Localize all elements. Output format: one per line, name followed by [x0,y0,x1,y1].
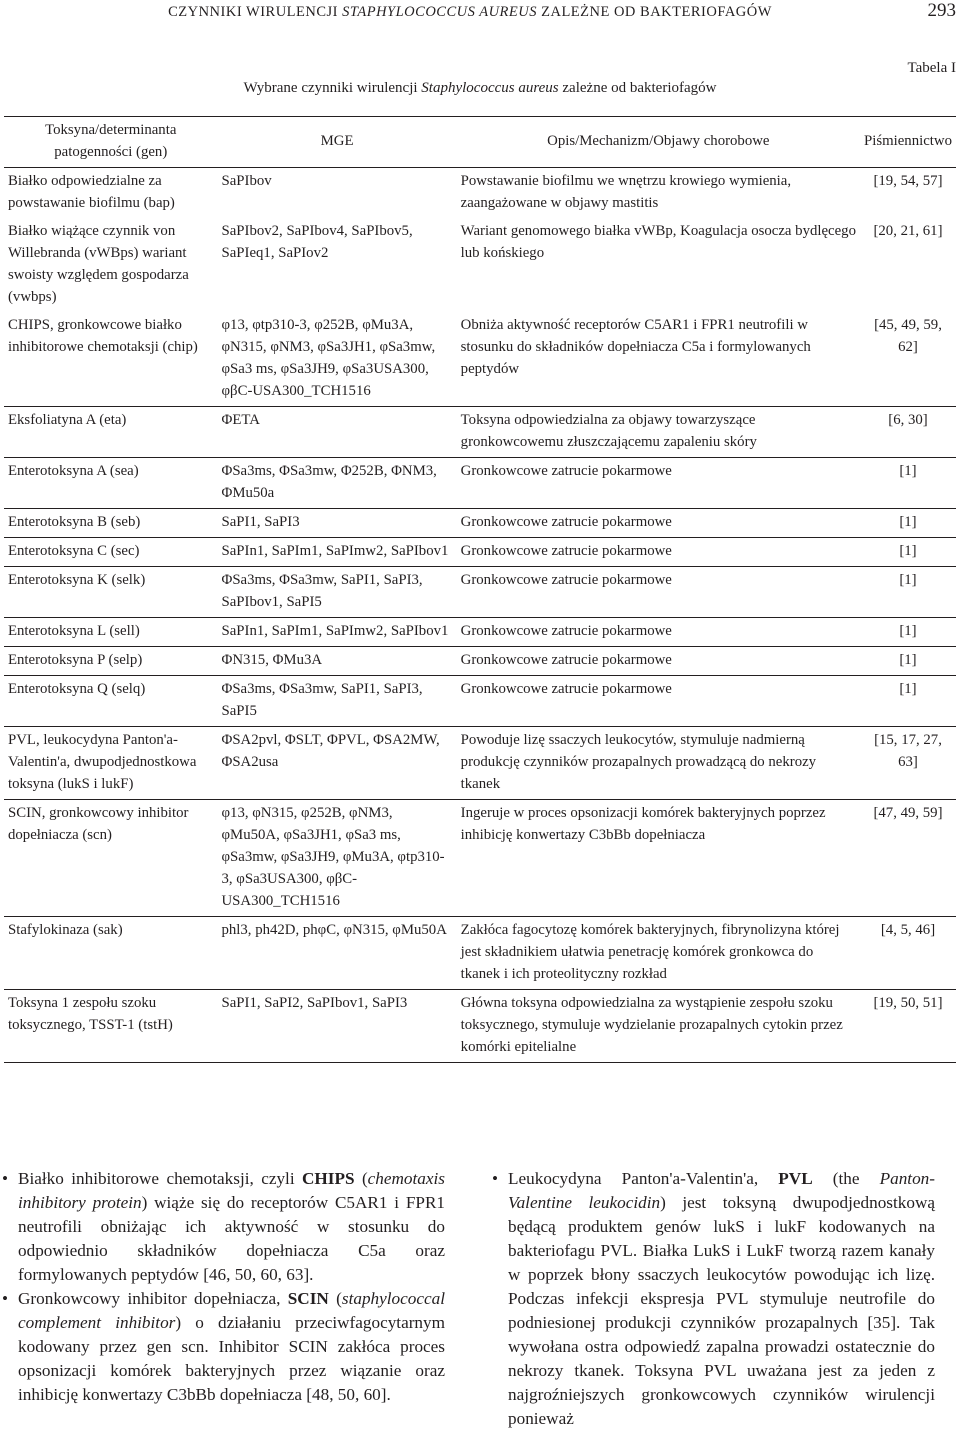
cell-toxin: Enterotoksyna A (sea) [4,458,218,509]
table-row [4,676,956,727]
body-column-left [0,1167,445,1407]
cell-description: Gronkowcowe zatrucie pokarmowe [457,647,860,676]
cell-mge: φ13, φtp310-3, φ252B, φMu3A, φN315, φNM3, φSa3JH1, φSa3mw, φSa3 ms, φSa3JH9, φSa3USA300, φβC-USA300_TCH1516 [221,317,436,399]
cell-description: Toksyna odpowiedzialna za objawy towarzyszące gronkowcowemu złuszczającemu zapaleniu skóry [457,407,860,458]
page-number: 293 [927,0,956,21]
header-toxin: Toksyna/determinanta patogenności (gen) [45,122,177,160]
bullet-marker: • [2,1289,9,1308]
paragraph-p1: Białko inhibitorowe chemotaksji, czyli [18,1169,303,1188]
table-row [4,168,956,219]
header-description: Opis/Mechanizm/Objawy chorobowe [547,133,770,149]
cell-description: Wariant genomowego białka vWBp, Koagulacja osocza bydlęcego lub końskiego [460,223,856,261]
table-row [4,990,956,1063]
cell-mge: SaPIn1, SaPIm1, SaPImw2, SaPIbov1 [218,618,457,647]
cell-description: Gronkowcowe zatrucie pokarmowe [457,618,860,647]
cell-toxin: Enterotoksyna B (seb) [4,509,218,538]
table-header-row [4,117,956,168]
cell-toxin: Białko odpowiedzialne za powstawanie biofilmu (bap) [8,173,175,211]
cell-mge: ΦSa3ms, ΦSa3mw, SaPI1, SaPI3, SaPI5 [218,676,457,727]
cell-references: [1] [860,509,956,538]
cell-toxin: Enterotoksyna K (selk) [4,567,218,618]
cell-mge: SaPI1, SaPI3 [218,509,457,538]
cell-description: Gronkowcowe zatrucie pokarmowe [457,676,860,727]
cell-mge: SaPIbov2, SaPIbov4, SaPIbov5, SaPIeq1, SaPIov2 [221,223,413,261]
table-row [4,727,956,800]
cell-description: Gronkowcowe zatrucie pokarmowe [457,567,860,618]
table-row [4,567,956,618]
cell-toxin: Enterotoksyna L (sell) [4,618,218,647]
cell-references: [6, 30] [860,407,956,458]
table-body [4,168,956,1063]
cell-toxin: Enterotoksyna P (selp) [4,647,218,676]
cell-toxin: CHIPS, gronkowcowe białko inhibitorowe chemotaksji (chip) [8,317,198,355]
cell-mge: ΦETA [218,407,457,458]
cell-description: Główna toksyna odpowiedzialna za wystąpienie zespołu szoku toksycznego, stymuluje wydzielanie prozapalnych cytokin przez komórki epitelialne [457,990,860,1063]
cell-references: [19, 54, 57] [873,173,943,189]
body-column-right [490,1167,935,1431]
header-references: Piśmiennictwo [864,133,952,149]
cell-description: Zakłóca fagocytozę komórek bakteryjnych, fibrynolizyna której jest składnikiem ułatwia penetrację komórek gronkowca do tkanek i ich proteolityczny rozkład [457,917,860,990]
bullet-marker: • [2,1169,9,1188]
cell-references: [1] [860,538,956,567]
cell-references: [1] [860,458,956,509]
cell-references: [1] [860,618,956,647]
paragraph-bold: CHIPS [302,1169,355,1188]
bullet-paragraph [492,1167,935,1431]
bullet-list-left [0,1167,445,1407]
cell-toxin: Enterotoksyna C (sec) [4,538,218,567]
table-row [4,312,956,407]
bullet-paragraph [2,1167,446,1287]
bullet-marker: • [492,1169,499,1188]
cell-mge: ΦSA2pvl, ΦSLT, ΦPVL, ΦSA2MW, ΦSA2usa [218,727,457,800]
bullet-paragraph [2,1287,445,1407]
cell-references: [1] [860,567,956,618]
paragraph-bold: PVL [778,1169,813,1188]
header-mge: MGE [320,133,354,149]
paragraph-ital: chemotaxis inhibitory protein [18,1169,445,1212]
cell-toxin: Enterotoksyna Q (selq) [4,676,218,727]
paragraph-p2: ( [354,1169,368,1188]
cell-references: [19, 50, 51] [860,990,956,1063]
cell-toxin: PVL, leukocydyna Panton'a-Valentin'a, dwupodjednostkowa toksyna (lukS i lukF) [4,727,218,800]
cell-toxin: Stafylokinaza (sak) [4,917,218,990]
cell-mge: SaPI1, SaPI2, SaPIbov1, SaPI3 [218,990,457,1063]
cell-description: Powstawanie biofilmu we wnętrzu krowiego wymienia, zaangażowane w objawy mastitis [460,173,792,211]
running-title: CZYNNIKI WIRULENCJI STAPHYLOCOCCUS AUREUS ZALEŻNE OD BAKTERIOFAGÓW [168,4,772,20]
table-row [4,917,956,990]
paragraph-ital: staphylococcal complement inhibitor [18,1289,445,1332]
cell-description: Obniża aktywność receptorów C5AR1 i FPR1 neutrofili w stosunku do składników dopełniacza C5a i formylowanych peptydów [460,317,811,377]
paragraph-p1: Gronkowcowy inhibitor dopełniacza, [18,1289,288,1308]
cell-references: [45, 49, 59, 62] [874,317,942,355]
paragraph-ital: Panton-Valentine leukocidin [508,1169,935,1212]
cell-description: Gronkowcowe zatrucie pokarmowe [457,538,860,567]
paragraph-bold: SCIN [287,1289,329,1308]
table-row [4,407,956,458]
paragraph-p2: ( [328,1289,342,1308]
cell-mge: SaPIn1, SaPIm1, SaPImw2, SaPIbov1 [218,538,457,567]
cell-toxin: Toksyna 1 zespołu szoku toksycznego, TSST-1 (tstH) [4,990,218,1063]
cell-toxin: Białko wiążące czynnik von Willebranda (vWBps) wariant swoisty względem gospodarza (vwbps) [8,223,189,305]
cell-mge: SaPIbov [221,173,272,189]
running-header [0,0,960,30]
table-label: Tabela I [907,60,956,76]
table-row [4,618,956,647]
cell-description: Powoduje lizę ssaczych leukocytów, stymuluje nadmierną produkcję czynników prozapalnych prowadzącą do nekrozy tkanek [457,727,860,800]
paragraph-p3: ) o działaniu przeciwfagocytarnym kodowany przez gen scn. Inhibitor SCIN zakłóca proces opsonizacji komórek bakteryjnych przez wiązanie oraz inhibicję konwertazy C3bBb dopełniacza [48, 50, 60]. [18,1313,445,1404]
paragraph-p2: (the [812,1169,880,1188]
virulence-factors-table [4,116,956,1063]
table-row [4,218,956,312]
cell-references: [15, 17, 27, 63] [860,727,956,800]
table-row [4,647,956,676]
paragraph-p1: Leukocydyna Panton'a-Valentin'a, [508,1169,779,1188]
cell-references: [20, 21, 61] [873,223,943,239]
table-caption: Wybrane czynniki wirulencji Staphylococcus aureus zależne od bakteriofagów [243,80,717,96]
paragraph-p3: ) wiąże się do receptorów C5AR1 i FPR1 neutrofili obniżając ich aktywność w stosunku do odpowiednio składników dopełniacza C5a oraz formylowanych peptydów [46, 50, 60, 63]. [18,1193,446,1284]
cell-toxin: Eksfoliatyna A (eta) [4,407,218,458]
cell-description: Gronkowcowe zatrucie pokarmowe [457,458,860,509]
cell-references: [1] [860,676,956,727]
cell-description: Ingeruje w proces opsonizacji komórek bakteryjnych poprzez inhibicję konwertazy C3bBb dopełniacza [457,800,860,917]
cell-references: [1] [860,647,956,676]
cell-mge: ΦN315, ΦMu3A [218,647,457,676]
paragraph-p3: ) jest toksyną dwupodjednostkową będącą produktem genów lukS i lukF kodowanych na bakteriofagu PVL. Białka LukS i LukF tworzą razem kanały w poprzek błony ssaczych leukocytów powodując ich lizę. Podczas infekcji ekspresja PVL stymuluje neutrofile do podniesionej produkcji czynników prozapalnych [35]. Tak wywołana ostra odpowiedź zapalna prowadzi ostatecznie do nekrozy tkanek. Toksyna PVL uważana jest za jeden z najgroźniejszych gronkowcowych czynników wirulencji ponieważ [508,1193,935,1428]
table-row [4,800,956,917]
cell-description: Gronkowcowe zatrucie pokarmowe [457,509,860,538]
cell-mge: ΦSa3ms, ΦSa3mw, Φ252B, ΦNM3, ΦMu50a [218,458,457,509]
cell-mge: phl3, ph42D, phφC, φN315, φMu50A [218,917,457,990]
cell-references: [4, 5, 46] [860,917,956,990]
table-row [4,538,956,567]
cell-references: [47, 49, 59] [860,800,956,917]
bullet-list-right [490,1167,935,1431]
table-row [4,458,956,509]
cell-mge: φ13, φN315, φ252B, φNM3, φMu50A, φSa3JH1, φSa3 ms, φSa3mw, φSa3JH9, φMu3A, φtp310-3, φSa3USA300, φβC-USA300_TCH1516 [218,800,457,917]
table-row [4,509,956,538]
cell-toxin: SCIN, gronkowcowy inhibitor dopełniacza (scn) [4,800,218,917]
cell-mge: ΦSa3ms, ΦSa3mw, SaPI1, SaPI3, SaPIbov1, SaPI5 [218,567,457,618]
